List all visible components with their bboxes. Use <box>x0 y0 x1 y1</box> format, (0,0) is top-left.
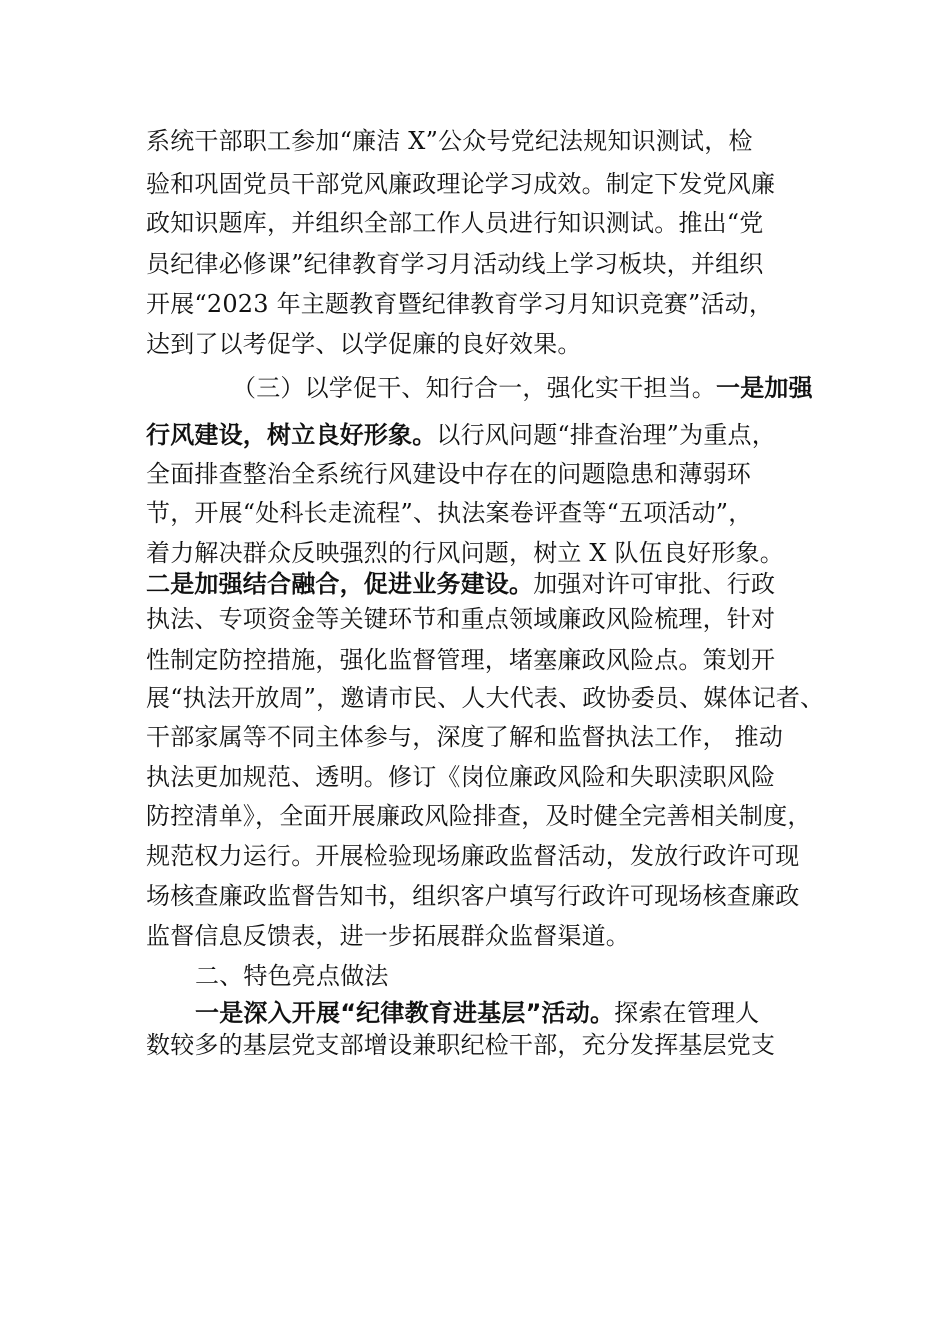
body-line <box>146 841 799 871</box>
body-line <box>146 249 763 279</box>
body-line <box>146 801 812 831</box>
body-line <box>146 126 753 156</box>
line-text: 数较多的基层党支部增设兼职纪检干部，充分发挥基层党支 <box>146 1031 776 1059</box>
body-line <box>146 498 752 528</box>
line-text: 执法更加规范、透明。修订《岗位廉政风险和失职渎职风险 <box>146 763 776 791</box>
body-line <box>146 329 582 359</box>
body-line <box>146 420 776 450</box>
line-text: 探索在管理人 <box>614 999 760 1027</box>
line-text: 验和巩固党员干部党风廉政理论学习成效。制定下发党风廉 <box>146 170 776 198</box>
body-line <box>146 1030 775 1060</box>
line-text: 达到了以考促学、以学促廉的良好效果。 <box>146 330 582 358</box>
body-line <box>146 881 799 911</box>
line-text: 执法、专项资金等关键环节和重点领域廉政风险梳理，针对 <box>146 605 776 633</box>
body-line <box>146 921 630 951</box>
line-text: 系统干部职工参加“廉洁 X”公众号党纪法规知识测试，检 <box>146 127 753 155</box>
bold-lead: 二是加强结合融合，促进业务建设。 <box>146 570 534 598</box>
body-line <box>146 569 775 599</box>
bold-lead: 一是加强 <box>716 374 813 402</box>
line-text: 场核查廉政监督告知书，组织客户填写行政许可现场核查廉政 <box>146 882 800 910</box>
line-text: 以行风问题“排查治理”为重点， <box>436 421 776 449</box>
line-text: 着力解决群众反映强烈的行风问题，树立 X 队伍良好形象。 <box>146 539 784 567</box>
section-heading-text: （三）以学促干、知行合一，强化实干担当。 <box>232 374 716 402</box>
body-line <box>146 604 775 634</box>
line-text: 加强对许可审批、行政 <box>533 570 776 598</box>
body-line <box>146 169 775 199</box>
body-line <box>146 645 775 675</box>
line-text: 全面排查整治全系统行风建设中存在的问题隐患和薄弱环 <box>146 460 751 488</box>
body-line <box>146 762 775 792</box>
section-heading-line <box>195 961 389 991</box>
bold-lead: 一是深入开展“纪律教育进基层”活动。 <box>195 999 615 1027</box>
line-text: 干部家属等不同主体参与，深度了解和监督执法工作， 推动 <box>146 723 784 751</box>
line-text: 展“执法开放周”，邀请市民、人大代表、政协委员、媒体记者、 <box>146 684 825 712</box>
line-text: 规范权力运行。开展检验现场廉政监督活动，发放行政许可现 <box>146 842 800 870</box>
body-line <box>146 208 763 238</box>
section-heading-text: 二、特色亮点做法 <box>195 962 389 990</box>
line-text: 政知识题库，并组织全部工作人员进行知识测试。推出“党 <box>146 209 764 237</box>
line-text: 节，开展“处科长走流程”、执法案卷评查等“五项活动”， <box>146 499 753 527</box>
line-text: 性制定防控措施，强化监督管理，堵塞廉政风险点。策划开 <box>146 646 776 674</box>
line-text: 开展“2023 年主题教育暨纪律教育学习月知识竞赛”活动， <box>146 290 774 318</box>
section-heading-line <box>232 373 813 403</box>
line-text: 监督信息反馈表，进一步拓展群众监督渠道。 <box>146 922 630 950</box>
body-line <box>195 998 759 1028</box>
line-text: 防控清单》，全面开展廉政风险排查，及时健全完善相关制度， <box>146 802 812 830</box>
body-line <box>146 722 783 752</box>
body-line <box>146 538 784 568</box>
body-line <box>146 683 824 713</box>
body-line <box>146 289 773 319</box>
body-line <box>146 459 751 489</box>
bold-lead: 行风建设，树立良好形象。 <box>146 421 437 449</box>
line-text: 员纪律必修课”纪律教育学习月活动线上学习板块，并组织 <box>146 250 764 278</box>
